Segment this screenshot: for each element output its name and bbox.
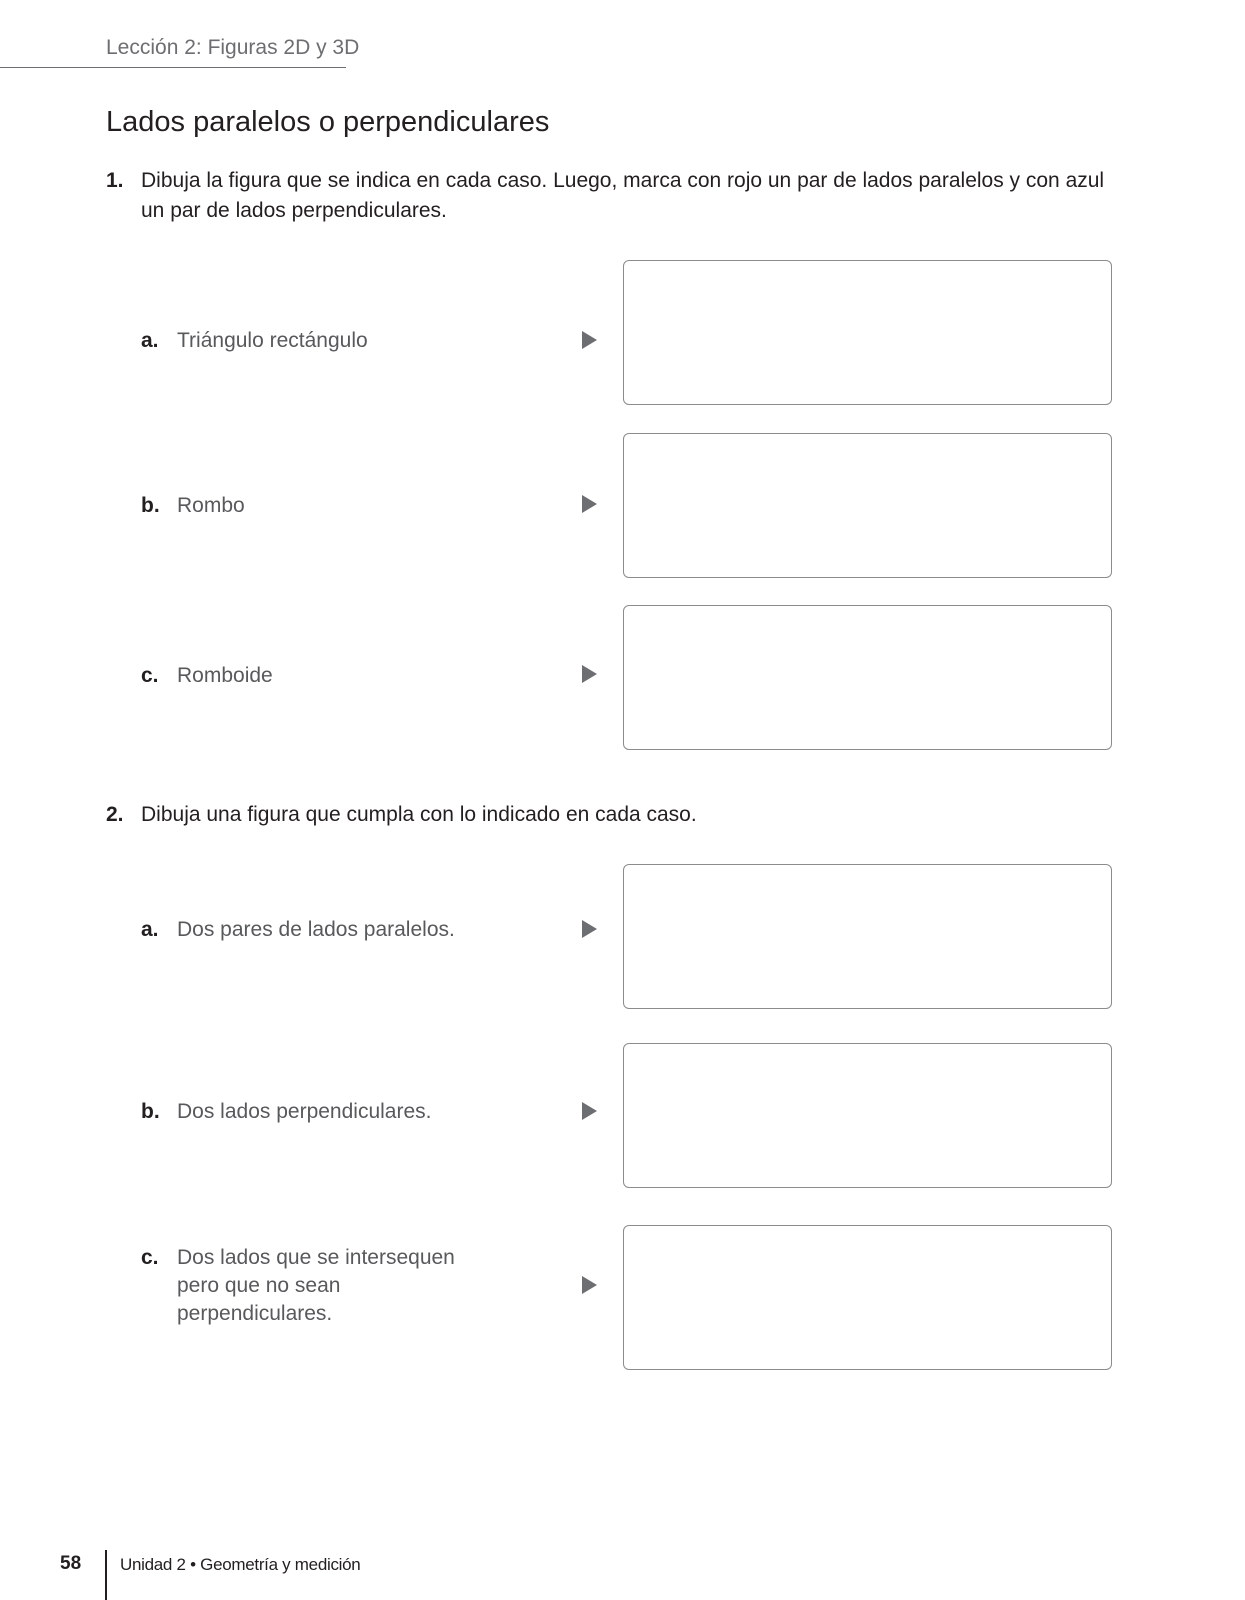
question-2-item-b — [141, 1098, 541, 1126]
item-letter: a. — [141, 329, 159, 352]
item-letter: a. — [141, 918, 159, 941]
item-letter: c. — [141, 1246, 159, 1269]
question-number: 1. — [106, 169, 124, 192]
answer-box-1b[interactable] — [623, 433, 1112, 578]
question-2-item-c — [141, 1244, 501, 1328]
question-number: 2. — [106, 803, 124, 826]
item-letter: b. — [141, 1100, 160, 1123]
item-label: Dos pares de lados paralelos. — [177, 918, 455, 941]
question-2-item-a — [141, 916, 541, 944]
triangle-right-icon — [582, 665, 597, 683]
question-1-item-c — [141, 662, 541, 690]
item-label: Rombo — [177, 494, 245, 517]
answer-box-2c[interactable] — [623, 1225, 1112, 1370]
answer-box-1a[interactable] — [623, 260, 1112, 405]
answer-box-2a[interactable] — [623, 864, 1112, 1009]
item-label: Dos lados perpendiculares. — [177, 1100, 432, 1123]
triangle-right-icon — [582, 331, 597, 349]
item-letter: c. — [141, 664, 159, 687]
question-1 — [106, 166, 1116, 226]
question-text: Dibuja una figura que cumpla con lo indicado en cada caso. — [141, 803, 697, 826]
answer-box-1c[interactable] — [623, 605, 1112, 750]
triangle-right-icon — [582, 1276, 597, 1294]
footer-unit: Unidad 2 • Geometría y medición — [120, 1555, 361, 1574]
question-text: Dibuja la figura que se indica en cada caso. Luego, marca con rojo un par de lados paralelos y con azul un par de lados perpendiculares. — [141, 169, 1105, 222]
triangle-right-icon — [582, 920, 597, 938]
item-label: Dos lados que se intersequen pero que no sean perpendiculares. — [177, 1246, 455, 1325]
answer-box-2b[interactable] — [623, 1043, 1112, 1188]
question-1-item-a — [141, 327, 541, 355]
item-label: Romboide — [177, 664, 273, 687]
section-title: Lados paralelos o perpendiculares — [106, 106, 550, 138]
item-letter: b. — [141, 494, 160, 517]
header-rule — [0, 67, 346, 68]
question-2 — [106, 800, 1116, 830]
footer-divider — [105, 1550, 107, 1600]
page-number: 58 — [60, 1553, 82, 1574]
question-1-item-b — [141, 492, 541, 520]
item-label: Triángulo rectángulo — [177, 329, 368, 352]
triangle-right-icon — [582, 1102, 597, 1120]
lesson-header: Lección 2: Figuras 2D y 3D — [106, 36, 360, 59]
triangle-right-icon — [582, 495, 597, 513]
